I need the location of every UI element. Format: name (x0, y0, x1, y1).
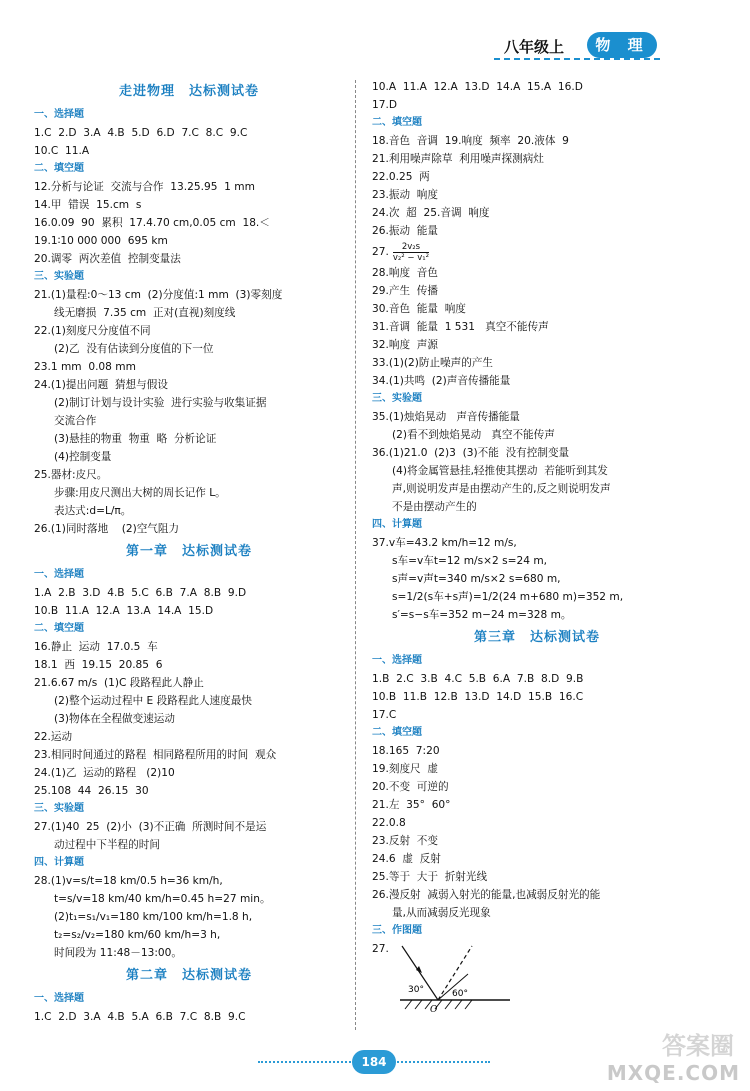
answer-line: 16.静止 运动 17.0.5 车 (34, 641, 158, 653)
answer-line: 37.v车=43.2 km/h=12 m/s, (372, 537, 517, 549)
answer-line: (4)控制变量 (54, 451, 112, 463)
reflection-diagram-svg (372, 938, 522, 1013)
answer-line: 17.D (372, 99, 398, 111)
point-o-label: O (430, 1005, 438, 1013)
answer-line: (3)悬挂的物重 物重 略 分析论证 (54, 433, 217, 445)
answer-line: 22.(1)刻度尺分度值不同 (34, 325, 151, 337)
mirror-hatching (405, 1000, 472, 1009)
section-title: 第二章 达标测试卷 (125, 968, 252, 983)
answer-line: 21.利用噪声除草 利用噪声探测病灶 (372, 153, 544, 165)
answer-line: 交流合作 (54, 415, 97, 427)
section-title: 第三章 达标测试卷 (473, 630, 600, 645)
question-type-heading: 三、实验题 (34, 803, 84, 814)
answer-line: 18.音色 音调 19.响度 频率 20.液体 9 (372, 135, 569, 147)
answer-line: 1.C 2.D 3.A 4.B 5.A 6.B 7.C 8.B 9.C (34, 1011, 246, 1023)
answer-line: 18.165 7:20 (372, 745, 440, 757)
answer-line: 21.6.67 m/s (1)C 段路程此人静止 (34, 677, 204, 689)
left-column (34, 78, 344, 1026)
answer-line-fraction (372, 240, 702, 264)
answer-line: 1.A 2.B 3.D 4.B 5.C 6.B 7.A 8.B 9.D (34, 587, 247, 599)
column-divider (355, 80, 356, 1030)
answer-line: 步骤:用皮尺测出大树的周长记作 L。 (54, 487, 226, 499)
answer-line: (2)整个运动过程中 E 段路程此人速度最快 (54, 695, 252, 707)
answer-line: 10.A 11.A 12.A 13.D 14.A 15.A 16.D (372, 81, 583, 93)
answer-line: 不是由摆动产生的 (392, 501, 477, 513)
answer-line: 14.甲 错误 15.cm s (34, 199, 142, 211)
answer-line: 31.音调 能量 1 531 真空不能传声 (372, 321, 549, 333)
answer-line: 23.相同时间通过的路程 相同路程所用的时间 观众 (34, 749, 277, 761)
answer-line: (4)将金属管悬挂,轻推使其摆动 若能听到其发 (392, 465, 608, 477)
question-type-heading: 二、填空题 (372, 117, 422, 128)
question-type-heading: 二、填空题 (34, 623, 84, 634)
answer-line: 25.器材:皮尺。 (34, 469, 108, 481)
question-type-heading: 二、填空题 (34, 163, 84, 174)
answer-line: 28.响度 音色 (372, 267, 438, 279)
question-type-heading: 三、实验题 (372, 393, 422, 404)
answer-line: 10.B 11.B 12.B 13.D 14.D 15.B 16.C (372, 691, 584, 703)
answer-line: 29.产生 传播 (372, 285, 438, 297)
answer-line: 23.反射 不变 (372, 835, 438, 847)
answer-line: t₂=s₂/v₂=180 km/60 km/h=3 h, (54, 929, 221, 941)
answer-line: 28.(1)v=s/t=18 km/0.5 h=36 km/h, (34, 875, 223, 887)
question-type-heading: 二、填空题 (372, 727, 422, 738)
answer-line: 量,从而减弱反光现象 (392, 907, 491, 919)
answer-line: s声=v声t=340 m/s×2 s=680 m, (392, 573, 561, 585)
answer-line: 12.分析与论证 交流与合作 13.25.95 1 mm (34, 181, 255, 193)
answer-line: 27. (372, 943, 389, 955)
question-type-heading: 一、选择题 (372, 655, 422, 666)
answer-line: s车=v车t=12 m/s×2 s=24 m, (392, 555, 548, 567)
answer-line: 24.6 虚 反射 (372, 853, 441, 865)
answer-line: (2)乙 没有估读到分度值的下一位 (54, 343, 214, 355)
answer-line: 16.0.09 90 累积 17.4.70 cm,0.05 cm 18.＜ (34, 217, 270, 229)
answer-line: 时间段为 11:48－13:00。 (54, 947, 182, 959)
answer-line: t=s/v=18 km/40 km/h=0.45 h=27 min。 (54, 893, 271, 905)
answer-line: 26.(1)同时落地 (2)空气阻力 (34, 523, 180, 535)
answer-line: 33.(1)(2)防止噪声的产生 (372, 357, 494, 369)
answer-line: 25.等于 大于 折射光线 (372, 871, 488, 883)
answer-line: 线无磨损 7.35 cm 正对(直视)刻度线 (54, 307, 236, 319)
answer-line: 1.C 2.D 3.A 4.B 5.D 6.D 7.C 8.C 9.C (34, 127, 248, 139)
answer-line: 32.响度 声源 (372, 339, 438, 351)
answer-line: 35.(1)烛焰晃动 声音传播能量 (372, 411, 520, 423)
answer-line: 24.(1)提出问题 猜想与假设 (34, 379, 168, 391)
answer-line: 25.108 44 26.15 30 (34, 785, 149, 797)
right-column (372, 78, 702, 958)
answer-line: 20.不变 可逆的 (372, 781, 449, 793)
section-title: 第一章 达标测试卷 (125, 544, 252, 559)
answer-line: 21.(1)量程:0～13 cm (2)分度值:1 mm (3)零刻度 (34, 289, 283, 301)
fraction-denominator: v₂² − v₁² (392, 252, 430, 263)
question-type-heading: 四、计算题 (372, 519, 422, 530)
question-type-heading: 一、选择题 (34, 109, 84, 120)
answer-line: 26.振动 能量 (372, 225, 438, 237)
answer-line: 27.(1)40 25 (2)小 (3)不正确 所测时间不是运 (34, 821, 267, 833)
angle-right-label: 60° (452, 989, 468, 999)
answer-line: 20.调零 两次差值 控制变量法 (34, 253, 181, 265)
answer-line: 26.漫反射 减弱入射光的能量,也减弱反射光的能 (372, 889, 601, 901)
answer-line: 19.1∶10 000 000 695 km (34, 235, 168, 247)
answer-line: 22.运动 (34, 731, 73, 743)
header-rule (494, 58, 660, 60)
answer-line: 21.左 35° 60° (372, 799, 451, 811)
answer-line: 30.音色 能量 响度 (372, 303, 466, 315)
grade-label: 八年级上 (504, 38, 565, 56)
answer-line: 24.次 超 25.音调 响度 (372, 207, 490, 219)
question-type-heading: 三、实验题 (34, 271, 84, 282)
fraction-numerator: 2v₂s (393, 242, 429, 253)
section-title: 走进物理 达标测试卷 (118, 84, 259, 99)
answer-line: 表达式:d=L/π。 (54, 505, 132, 517)
answer-line: (2)t₁=s₁/v₁=180 km/100 km/h=1.8 h, (54, 911, 253, 923)
answer-line: 声,则说明发声是由摆动产生的,反之则说明发声 (392, 483, 611, 495)
answer-line: (2)制订计划与设计实验 进行实验与收集证据 (54, 397, 267, 409)
answer-line: s=1/2(s车+s声)=1/2(24 m+680 m)=352 m, (392, 591, 624, 603)
answer-line: 19.刻度尺 虚 (372, 763, 438, 775)
answer-line: 34.(1)共鸣 (2)声音传播能量 (372, 375, 511, 387)
answer-line: (2)看不到烛焰晃动 真空不能传声 (392, 429, 555, 441)
question-type-heading: 一、选择题 (34, 993, 84, 1004)
angle-left-label: 30° (408, 985, 424, 995)
page-number: 184 (352, 1050, 396, 1074)
answer-line: 23.1 mm 0.08 mm (34, 361, 136, 373)
answer-line: 18.1 西 19.15 20.85 6 (34, 659, 163, 671)
reflection-diagram (372, 938, 522, 1017)
watermark-logo: 答案圈 (662, 1032, 734, 1060)
answer-line: 1.B 2.C 3.B 4.C 5.B 6.A 7.B 8.D 9.B (372, 673, 584, 685)
answer-line: s′=s−s车=352 m−24 m=328 m。 (392, 609, 572, 621)
answer-line: 23.振动 响度 (372, 189, 438, 201)
fraction (393, 242, 429, 263)
answer-line: (3)物体在全程做变速运动 (54, 713, 175, 725)
answer-line: 22.0.8 (372, 817, 406, 829)
subject-badge: 物 理 (587, 32, 657, 58)
answer-line: 22.0.25 两 (372, 171, 430, 183)
answer-line: 17.C (372, 709, 397, 721)
answer-number: 27. (372, 246, 389, 258)
question-type-heading: 三、作图题 (372, 925, 422, 936)
answer-line: 36.(1)21.0 (2)3 (3)不能 没有控制变量 (372, 447, 570, 459)
watermark-url: MXQE.COM (606, 1061, 740, 1085)
answer-line: 10.C 11.A (34, 145, 90, 157)
question-type-heading: 四、计算题 (34, 857, 84, 868)
answer-line: 动过程中下半程的时间 (54, 839, 160, 851)
answer-line: 24.(1)乙 运动的路程 (2)10 (34, 767, 175, 779)
answer-line: 10.B 11.A 12.A 13.A 14.A 15.D (34, 605, 214, 617)
question-type-heading: 一、选择题 (34, 569, 84, 580)
